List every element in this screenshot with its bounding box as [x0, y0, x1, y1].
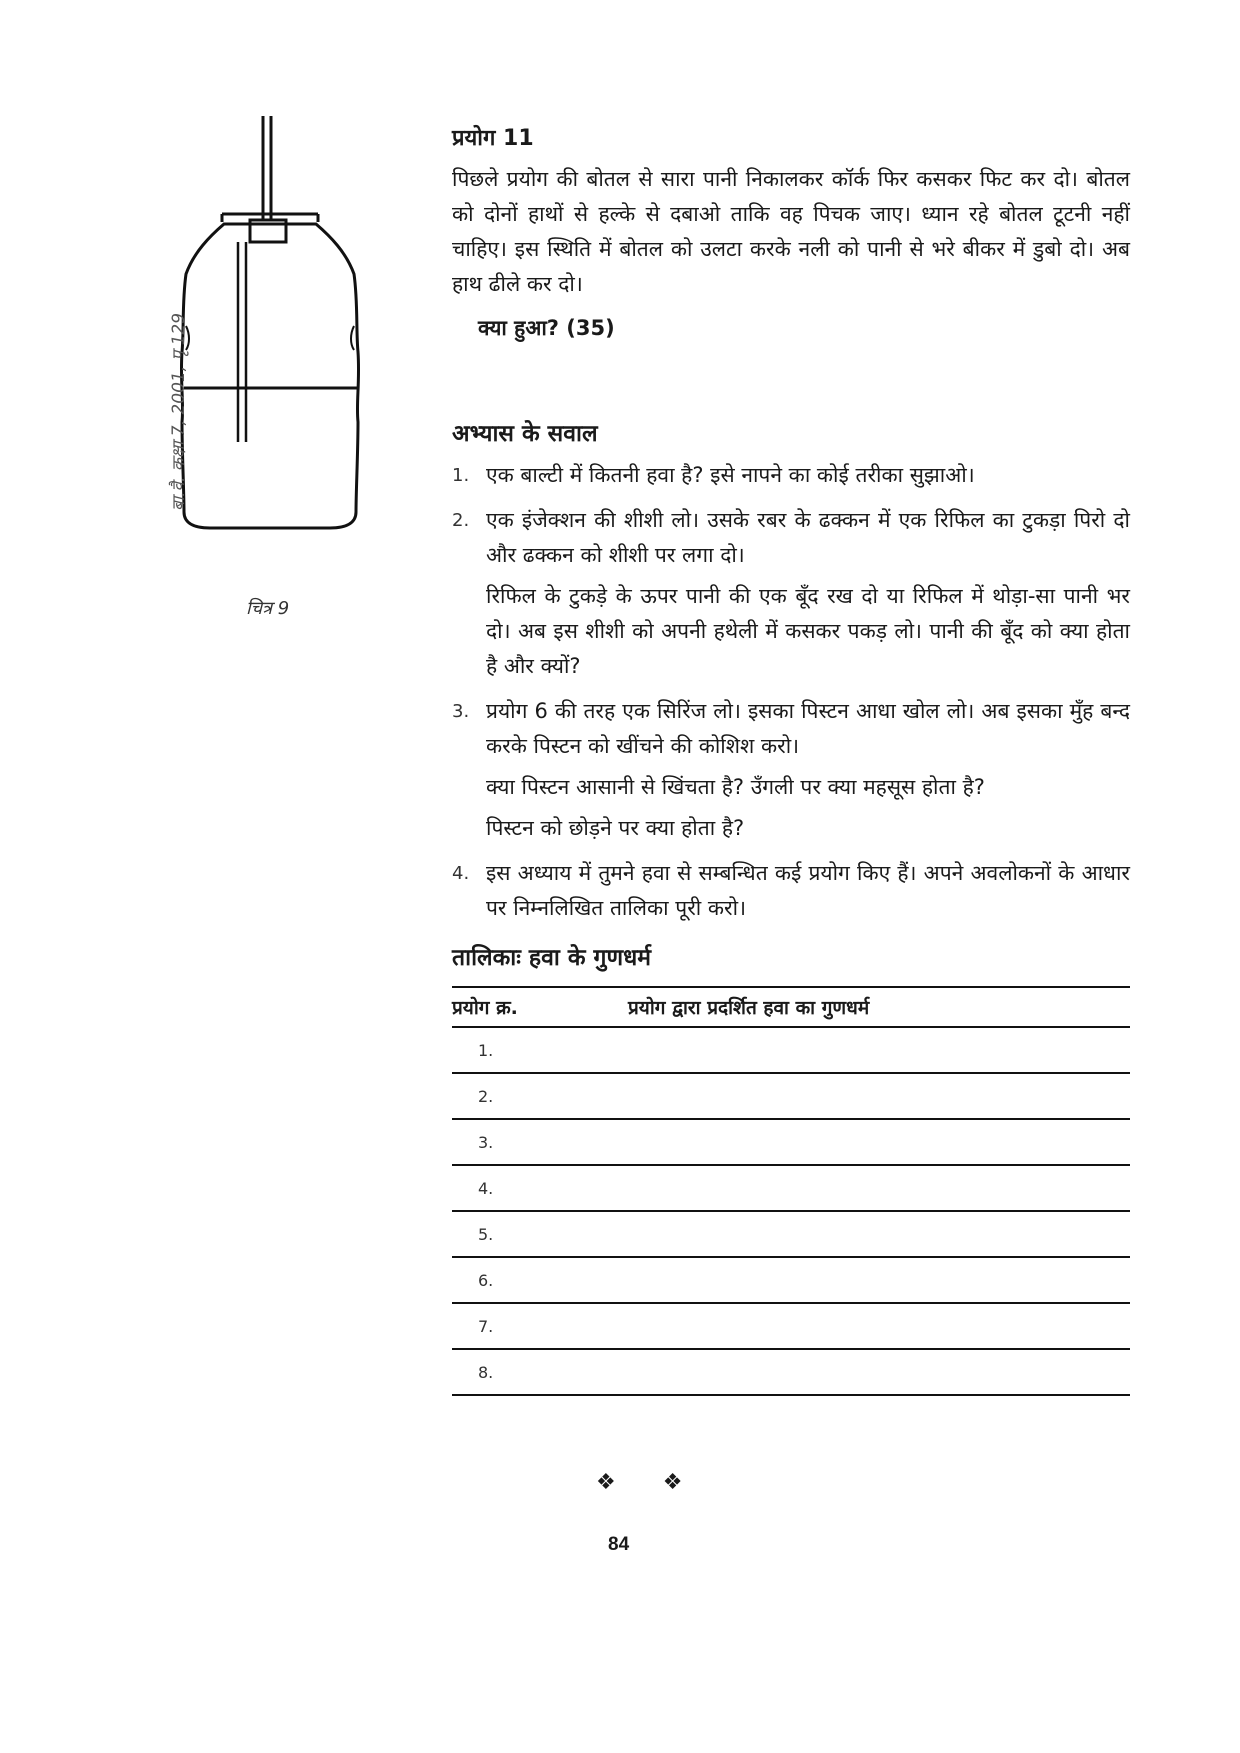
exercise-text: क्या पिस्टन आसानी से खिंचता है? उँगली पर क्या महसूस होता है?: [486, 775, 985, 799]
answer-cell[interactable]: [628, 1165, 1130, 1211]
exercises-title: अभ्यास के सवाल: [452, 421, 598, 447]
exercise-text: रिफिल के टुकड़े के ऊपर पानी की एक बूँद रख दो या रिफिल में थोड़ा-सा पानी भर दो। अब इस शीशी को अपनी हथेली में कसकर पकड़ लो। पानी की बूँद को क्या होता है और क्यों?: [486, 584, 1130, 678]
table-row: [452, 1211, 1130, 1257]
main-content: [452, 122, 1130, 1396]
table-row: [452, 1073, 1130, 1119]
column-header-experiment-no: प्रयोग क्र.: [452, 987, 628, 1027]
bottle-drawing: [170, 112, 380, 592]
answer-cell[interactable]: [628, 1349, 1130, 1395]
exercise-text: इस अध्याय में तुमने हवा से सम्बन्धित कई प्रयोग किए हैं। अपने अवलोकनों के आधार पर निम्नलिखित तालिका पूरी करो।: [486, 861, 1130, 920]
answer-cell[interactable]: [628, 1119, 1130, 1165]
exercise-text: पिस्टन को छोड़ने पर क्या होता है?: [486, 816, 745, 840]
row-number: 4.: [452, 1165, 628, 1211]
row-number: 6.: [452, 1257, 628, 1303]
table-header-row: [452, 987, 1130, 1027]
table-row: [452, 1119, 1130, 1165]
exercise-number: 2.: [452, 510, 470, 531]
answer-cell[interactable]: [628, 1073, 1130, 1119]
table-row: [452, 1303, 1130, 1349]
exercise-text: एक बाल्टी में कितनी हवा है? इसे नापने का कोई तरीका सुझाओ।: [486, 463, 975, 487]
exercise-item: [452, 856, 1130, 926]
experiment-title: प्रयोग 11: [452, 126, 534, 151]
table-row: [452, 1257, 1130, 1303]
table-row: [452, 1027, 1130, 1073]
row-number: 5.: [452, 1211, 628, 1257]
exercise-item: [452, 458, 1130, 493]
column-header-property: प्रयोग द्वारा प्रदर्शित हवा का गुणधर्म: [628, 987, 1130, 1027]
exercise-list: [452, 458, 1130, 926]
exercise-number: 4.: [452, 863, 470, 884]
answer-cell[interactable]: [628, 1257, 1130, 1303]
bottle-illustration: [170, 112, 380, 592]
figure-caption: चित्र 9: [246, 598, 290, 619]
exercise-text: प्रयोग 6 की तरह एक सिरिंज लो। इसका पिस्टन आधा खोल लो। अब इसका मुँह बन्द करके पिस्टन को खींचने की कोशिश करो।: [486, 699, 1130, 758]
answer-cell[interactable]: [628, 1303, 1130, 1349]
exercise-number: 3.: [452, 701, 470, 722]
properties-table: [452, 986, 1130, 1396]
experiment-body: पिछले प्रयोग की बोतल से सारा पानी निकालकर कॉर्क फिर कसकर फिट कर दो। बोतल को दोनों हाथों से हल्के से दबाओ ताकि वह पिचक जाए। ध्यान रहे बोतल टूटनी नहीं चाहिए। इस स्थिति में बोतल को उलटा करके नली को पानी से भरे बीकर में डुबो दो। अब हाथ ढीले कर दो।: [452, 167, 1130, 296]
experiment-question: क्या हुआ? (35): [478, 316, 615, 340]
page-number: 84: [608, 1534, 630, 1555]
table-row: [452, 1165, 1130, 1211]
answer-cell[interactable]: [628, 1211, 1130, 1257]
row-number: 7.: [452, 1303, 628, 1349]
answer-cell[interactable]: [628, 1027, 1130, 1073]
table-row: [452, 1349, 1130, 1395]
row-number: 1.: [452, 1027, 628, 1073]
ornament-divider: ❖ ❖: [596, 1470, 703, 1495]
exercise-number: 1.: [452, 465, 470, 486]
exercise-text: एक इंजेक्शन की शीशी लो। उसके रबर के ढक्कन में एक रिफिल का टुकड़ा पिरो दो और ढक्कन को शीशी पर लगा दो।: [486, 508, 1130, 567]
row-number: 8.: [452, 1349, 628, 1395]
table-title: तालिकाः हवा के गुणधर्म: [452, 945, 652, 971]
exercise-item: [452, 503, 1130, 684]
side-reference: बा.वै. कक्षा 7, 2001, पृ 129: [169, 312, 189, 512]
exercise-item: [452, 694, 1130, 846]
row-number: 3.: [452, 1119, 628, 1165]
row-number: 2.: [452, 1073, 628, 1119]
